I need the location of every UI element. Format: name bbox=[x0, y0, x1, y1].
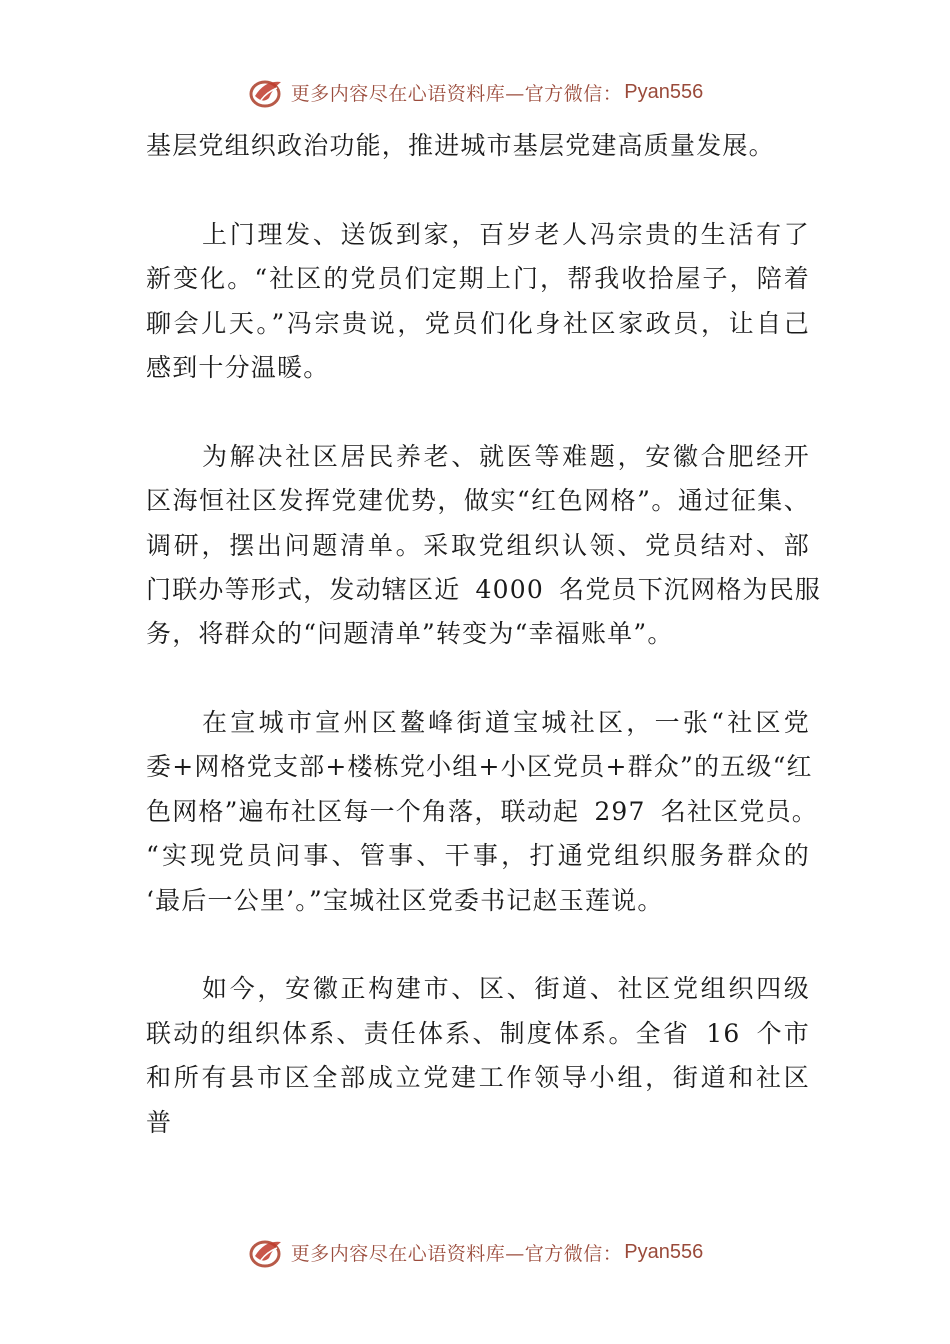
text-line: 普 bbox=[146, 1107, 173, 1137]
watermark-id: Pyan556 bbox=[624, 1240, 704, 1263]
text-line: 如今，安徽正构建市、区、街道、社区党组织四级 bbox=[202, 974, 810, 1004]
text-line: 新变化。“社区的党员们定期上门，帮我收拾屋子，陪着 bbox=[146, 264, 810, 294]
text-line: 基层党组织政治功能，推进城市基层党建高质量发展。 bbox=[146, 131, 775, 160]
text-line: “实现党员问事、管事、干事，打通党组织服务群众的 bbox=[146, 841, 810, 871]
text-line: 委+网格党支部+楼栋党小组+小区党员+群众”的五级“红 bbox=[146, 752, 813, 782]
paragraph bbox=[146, 701, 818, 923]
text-line: 上门理发、送饭到家，百岁老人冯宗贵的生活有了 bbox=[202, 219, 810, 249]
watermark-text: 更多内容尽在心语资料库—官方微信： bbox=[290, 1242, 623, 1265]
paragraph bbox=[146, 435, 822, 657]
paragraph bbox=[146, 213, 810, 391]
text-line: 感到十分温暖。 bbox=[146, 352, 330, 382]
text-line: 和所有县市区全部成立党建工作领导小组，街道和社区 bbox=[146, 1063, 810, 1093]
watermark-logo-icon bbox=[247, 1234, 287, 1270]
watermark-logo-icon bbox=[247, 74, 287, 110]
paragraph bbox=[146, 124, 810, 168]
text-line: 为解决社区居民养老、就医等难题，安徽合肥经开 bbox=[202, 441, 810, 471]
text-line: 色网格”遍布社区每一个角落，联动起 297 名社区党员。 bbox=[146, 796, 818, 826]
watermark-id: Pyan556 bbox=[624, 80, 704, 103]
text-line: 区海恒社区发挥党建优势，做实“红色网格”。通过征集、 bbox=[146, 486, 810, 516]
watermark-footer bbox=[0, 1232, 950, 1272]
text-line: 门联办等形式，发动辖区近 4000 名党员下沉网格为民服 bbox=[146, 574, 822, 604]
text-line: ‘最后一公里’。”宝城社区党委书记赵玉莲说。 bbox=[146, 885, 664, 915]
paragraph bbox=[146, 967, 810, 1145]
watermark-header bbox=[0, 72, 950, 112]
text-line: 联动的组织体系、责任体系、制度体系。全省 16 个市 bbox=[146, 1018, 810, 1048]
text-line: 调研，摆出问题清单。采取党组织认领、党员结对、部 bbox=[146, 530, 810, 560]
watermark-text: 更多内容尽在心语资料库—官方微信： bbox=[290, 82, 623, 105]
document-body bbox=[146, 124, 822, 1145]
text-line: 聊会儿天。”冯宗贵说，党员们化身社区家政员，让自己 bbox=[146, 308, 810, 338]
text-line: 在宣城市宣州区鳌峰街道宝城社区，一张“社区党 bbox=[202, 708, 810, 738]
text-line: 务，将群众的“问题清单”转变为“幸福账单”。 bbox=[146, 619, 674, 649]
